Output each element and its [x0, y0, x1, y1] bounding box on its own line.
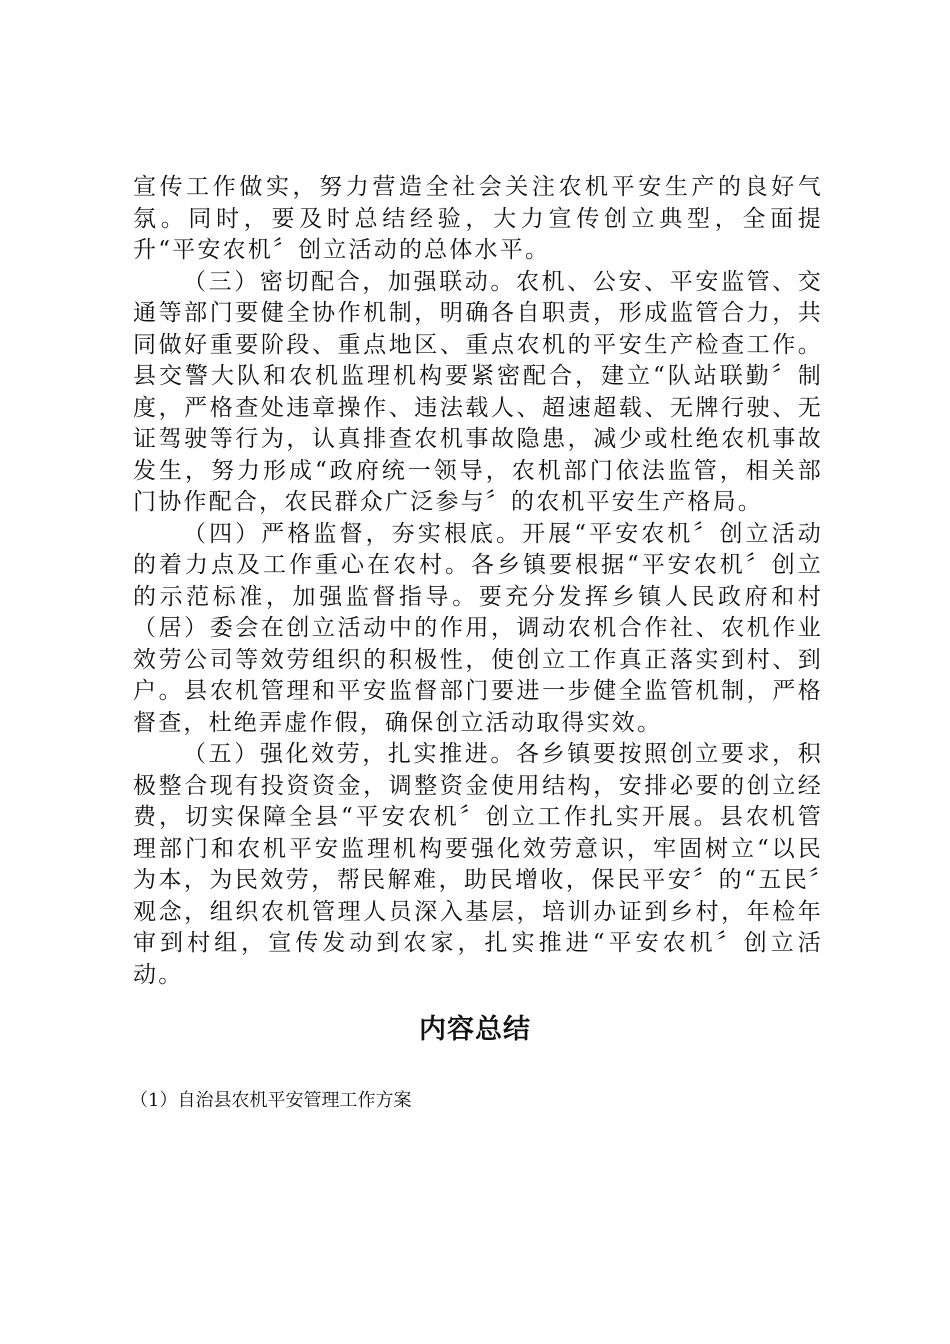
paragraph-section-3: （三）密切配合，加强联动。农机、公安、平安监管、交通等部门要健全协作机制，明确各自职责，形成监管合力，共同做好重要阶段、重点地区、重点农机的平安生产检查工作。县交警大队和农机监理机构要紧密配合，建立“队站联勤〞制度，严格查处违章操作、违法载人、超速超载、无牌行驶、无证驾驶等行为，认真排查农机事故隐患，减少或杜绝农机事故发生，努力形成“政府统一领导，农机部门依法监管，相关部门协作配合，农民群众广泛参与〞的农机平安生产格局。	[133, 268, 823, 515]
paragraph-section-5: （五）强化效劳，扎实推进。各乡镇要按照创立要求，积极整合现有投资资金，调整资金使用结构，安排必要的创立经费，切实保障全县“平安农机〞创立工作扎实开展。县农机管理部门和农机平安监理机构要强化效劳意识，牢固树立“以民为本，为民效劳，帮民解难，助民增收，保民平安〞的“五民〞观念，组织农机管理人员深入基层，培训办证到乡村，年检年审到村组，宣传发动到农家，扎实推进“平安农机〞创立活动。	[133, 741, 823, 988]
paragraph-continued: 宣传工作做实，努力营造全社会关注农机平安生产的良好气氛。同时，要及时总结经验，大力宣传创立典型，全面提升“平安农机〞创立活动的总体水平。	[133, 174, 823, 263]
summary-heading: 内容总结	[419, 1014, 531, 1045]
paragraph-section-4: （四）严格监督，夯实根底。开展“平安农机〞创立活动的着力点及工作重心在农村。各乡镇要根据“平安农机〞创立的示范标准，加强监督指导。要充分发挥乡镇人民政府和村（居）委会在创立活动中的作用，调动农机合作社、农机作业效劳公司等效劳组织的积极性，使创立工作真正落实到村、到户。县农机管理和平安监督部门要进一步健全监管机制，严格督查，杜绝弄虚作假，确保创立活动取得实效。	[133, 520, 823, 736]
document-body	[133, 172, 823, 991]
summary-item: （1）自治县农机平安管理工作方案	[130, 1090, 412, 1111]
